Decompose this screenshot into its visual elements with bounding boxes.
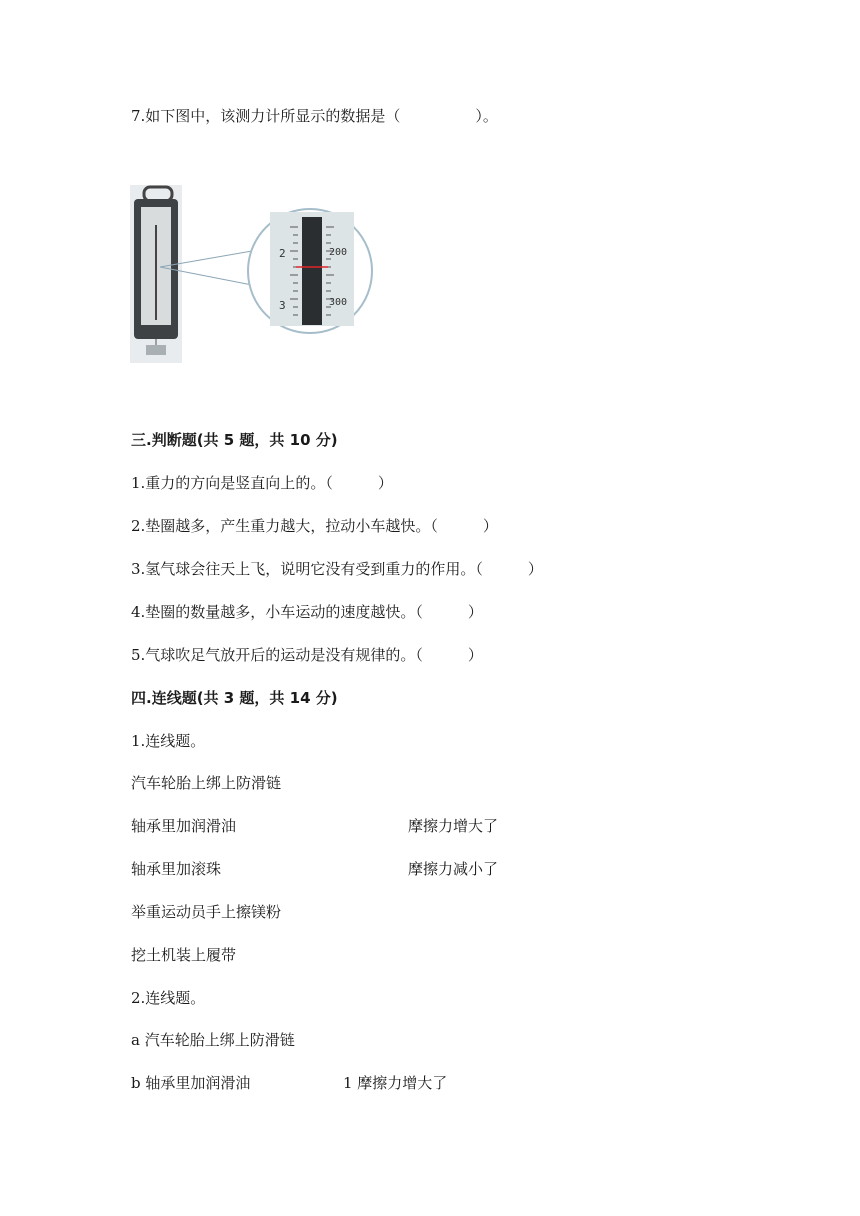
match-q1-title: 1.连线题。 <box>131 732 206 750</box>
judge-item-1: 1.重力的方向是竖直向上的。（ ） <box>131 474 393 492</box>
match-q1-left-1: 汽车轮胎上绑上防滑链 <box>131 774 282 792</box>
scale-label-right-300: 300 <box>329 297 348 308</box>
match-q2-right-1: 1 摩擦力增大了 <box>343 1074 448 1092</box>
scale-label-left-2: 2 <box>279 247 286 260</box>
match-q2-left-a: a 汽车轮胎上绑上防滑链 <box>131 1031 295 1049</box>
judge-item-5: 5.气球吹足气放开后的运动是没有规律的。（ ） <box>131 646 483 664</box>
match-q1-right-1: 摩擦力增大了 <box>408 817 499 835</box>
scale-label-left-3: 3 <box>279 299 286 312</box>
force-meter-figure <box>130 185 375 365</box>
judge-item-4: 4.垫圈的数量越多，小车运动的速度越快。（ ） <box>131 603 483 621</box>
match-q1-left-3: 轴承里加滚珠 <box>131 860 222 878</box>
judge-item-2: 2.垫圈越多，产生重力越大，拉动小车越快。（ ） <box>131 517 498 535</box>
match-q1-left-4: 举重运动员手上擦镁粉 <box>131 903 282 921</box>
question-7: 7.如下图中，该测力计所显示的数据是（ ）。 <box>131 107 498 125</box>
spring-scale-illustration <box>130 185 375 365</box>
section4-heading: 四.连线题(共 3 题，共 14 分) <box>131 689 338 707</box>
match-q1-left-5: 挖土机装上履带 <box>131 946 237 964</box>
judge-item-3: 3.氢气球会往天上飞，说明它没有受到重力的作用。（ ） <box>131 560 543 578</box>
match-q2-left-b: b 轴承里加润滑油 <box>131 1074 251 1092</box>
match-q1-right-2: 摩擦力减小了 <box>408 860 499 878</box>
section3-heading: 三.判断题(共 5 题，共 10 分) <box>131 431 338 449</box>
scale-label-right-200: 200 <box>329 247 348 258</box>
match-q1-left-2: 轴承里加润滑油 <box>131 817 237 835</box>
match-q2-title: 2.连线题。 <box>131 989 206 1007</box>
